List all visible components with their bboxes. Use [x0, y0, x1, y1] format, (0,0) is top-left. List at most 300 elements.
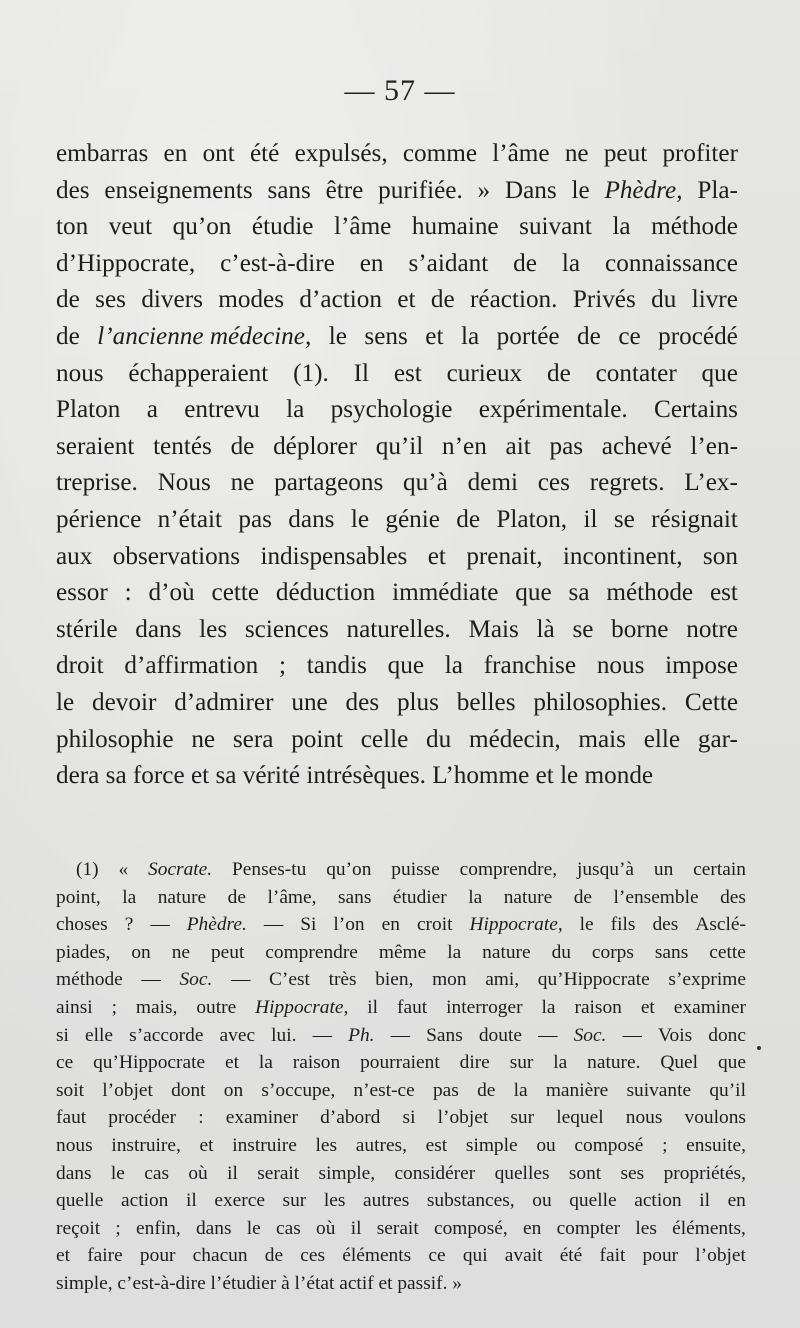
footnote-word: comprendre	[265, 941, 358, 963]
body-word: tentés	[153, 432, 212, 460]
body-word: Certains	[654, 396, 738, 424]
footnote-word: choses	[56, 914, 108, 936]
body-line	[56, 758, 738, 795]
body-word: demi	[467, 469, 518, 497]
body-word: c’est-à-dire	[220, 249, 335, 277]
footnote-word: action	[120, 1190, 169, 1212]
body-word: Mais	[468, 615, 519, 643]
body-word: ne	[230, 469, 255, 497]
footnote-word: sur	[509, 1052, 534, 1074]
body-word: le	[328, 322, 347, 350]
margin-mark	[757, 1046, 761, 1050]
footnote-word: et	[225, 1052, 239, 1074]
body-word: l’en-	[690, 432, 738, 460]
body-line	[56, 722, 738, 759]
body-word: vérité	[242, 762, 307, 790]
body-word: stérile	[56, 615, 118, 643]
footnote-line	[56, 1132, 746, 1160]
body-line	[56, 685, 738, 722]
body-word: le	[571, 176, 590, 204]
body-word: déplorer	[273, 432, 357, 460]
footnote-word: où	[316, 1217, 336, 1239]
body-word: Platon	[56, 396, 121, 424]
body-word: ;	[278, 652, 286, 680]
body-word: sa	[568, 579, 590, 607]
footnote-word: des	[720, 886, 746, 908]
footnote-word: été	[559, 1245, 583, 1267]
body-word: de	[56, 322, 80, 350]
body-word: échapperaient	[128, 359, 269, 387]
footnote-word: C’est	[268, 969, 310, 991]
body-word: sans	[267, 176, 311, 204]
body-word: une	[291, 688, 328, 716]
body-line	[56, 173, 738, 210]
body-word: d’où	[148, 579, 195, 607]
footnote-word: faut	[56, 1107, 87, 1129]
footnote-word: Ph.	[348, 1024, 375, 1046]
body-word: la	[612, 213, 631, 241]
body-word: humaine	[411, 213, 499, 241]
footnote-word: les	[323, 1190, 346, 1212]
footnote-word: instruire	[232, 1134, 297, 1156]
body-word: le	[56, 688, 75, 716]
footnote-word: ;	[115, 1217, 121, 1239]
footnote-word: s’exprime	[668, 969, 746, 991]
body-word: de	[513, 249, 537, 277]
body-word: pas	[549, 432, 584, 460]
body-line	[56, 429, 738, 466]
body-word: veut	[108, 213, 153, 241]
footnote-word: à	[281, 1272, 295, 1294]
footnote-word: puisse	[391, 859, 440, 880]
body-word: ces	[537, 469, 570, 497]
footnote-word: les	[635, 1217, 657, 1239]
body-word: prenait,	[466, 542, 543, 570]
body-word: de	[230, 432, 255, 460]
footnote-word: il	[227, 1162, 238, 1184]
footnote-word: mon	[432, 969, 467, 991]
footnote-word: de	[573, 886, 592, 908]
body-word: résignait	[651, 505, 738, 533]
body-word: de	[456, 505, 481, 533]
footnote-word: ou	[532, 1190, 552, 1212]
footnote-word: étudier	[392, 886, 447, 908]
footnote-word: lui.	[271, 1024, 297, 1046]
body-word: franchise	[483, 652, 577, 680]
footnote-word: la	[258, 1052, 273, 1074]
footnote-word: elle	[85, 1024, 114, 1046]
body-word: pas	[238, 505, 272, 533]
footnote-word: éléments	[342, 1245, 412, 1267]
footnote-word: de	[264, 1245, 284, 1267]
body-word: belles	[456, 688, 516, 716]
body-word: de	[430, 286, 455, 314]
body-word: :	[124, 579, 132, 607]
body-word: devoir	[92, 688, 157, 716]
body-word: que	[515, 579, 552, 607]
footnote-word: qu’on	[326, 859, 372, 880]
footnote-word: où	[188, 1162, 208, 1184]
body-word: médecin,	[469, 725, 561, 753]
footnote	[56, 856, 746, 1298]
footnote-word: propriétés,	[663, 1162, 746, 1184]
footnote-word: chacun	[192, 1245, 248, 1267]
footnote-word: pour	[642, 1245, 679, 1267]
footnote-word: pourraient	[360, 1052, 440, 1074]
footnote-word: ou	[536, 1134, 556, 1156]
footnote-word: examiner	[673, 996, 746, 1018]
body-word: essor	[56, 579, 108, 607]
footnote-word: mais,	[135, 996, 178, 1018]
body-line	[56, 575, 738, 612]
body-word: comme	[402, 140, 477, 167]
footnote-word: (1)	[76, 859, 99, 880]
body-word: monde	[584, 762, 654, 790]
footnote-word: certain	[693, 859, 746, 880]
footnote-word: piades,	[56, 941, 111, 963]
body-word: Nous	[157, 469, 211, 497]
footnote-word: la	[513, 1079, 528, 1101]
body-word: la	[444, 652, 463, 680]
body-word: Privés	[572, 286, 636, 314]
body-word: Pla-	[697, 176, 738, 204]
body-word: être	[325, 176, 364, 204]
footnote-word: —	[230, 969, 251, 991]
body-word: et	[190, 762, 216, 790]
footnote-word: et	[199, 1134, 214, 1156]
body-word: est	[709, 579, 738, 607]
body-line	[56, 136, 738, 173]
footnote-word: ;	[662, 1134, 668, 1156]
body-word: L’homme	[432, 762, 536, 790]
body-word: n’était	[157, 505, 222, 533]
body-word: ce	[618, 322, 641, 350]
body-word: des	[56, 176, 90, 204]
body-word: L’ex-	[684, 469, 738, 497]
footnote-word: de	[227, 886, 246, 908]
footnote-word: —	[538, 1024, 558, 1046]
footnote-word: soit	[56, 1079, 85, 1101]
body-word: il	[583, 505, 598, 533]
footnote-word: action	[634, 1190, 682, 1212]
body-word: en	[163, 140, 188, 167]
body-word: entrevu	[184, 396, 260, 424]
footnote-word: qui	[462, 1245, 488, 1267]
footnote-word: les	[315, 1134, 338, 1156]
footnote-word: l’objet	[695, 1245, 746, 1267]
body-word: »	[477, 176, 491, 204]
body-word: ne	[564, 140, 589, 167]
footnote-word: Hippocrate,	[255, 996, 349, 1018]
footnote-word: quelle	[569, 1190, 617, 1212]
footnote-word: nature	[157, 886, 207, 908]
body-line	[56, 612, 738, 649]
body-word: seraient	[56, 432, 135, 460]
body-word: expérimentale.	[478, 396, 628, 424]
body-word: Dans	[504, 176, 557, 204]
footnote-word: passif.	[397, 1272, 453, 1294]
footnote-word: l’ensemble	[613, 886, 699, 908]
footnote-word: ;	[111, 996, 117, 1018]
body-word: sciences	[244, 615, 329, 643]
footnote-word: point,	[56, 886, 101, 908]
footnote-word: —	[390, 1024, 410, 1046]
footnote-word: il	[185, 1190, 197, 1212]
footnote-word: fils	[610, 914, 636, 936]
footnote-word: qu’il	[709, 1079, 746, 1101]
footnote-line	[56, 1022, 746, 1050]
body-word: force	[132, 762, 191, 790]
footnote-word: cas	[276, 1217, 301, 1239]
footnote-word: ne	[171, 941, 190, 963]
body-word: purifiée.	[378, 176, 463, 204]
body-word: notre	[686, 615, 738, 643]
footnote-word: Quel	[660, 1052, 699, 1074]
footnote-word: la	[122, 886, 137, 908]
footnote-word: sur	[282, 1190, 307, 1212]
body-word: impose	[665, 652, 738, 680]
body-word: son	[702, 542, 738, 570]
footnote-word: des	[652, 914, 679, 936]
body-word: embarras	[56, 140, 149, 167]
body-word: nous	[56, 359, 104, 387]
footnote-word: outre	[196, 996, 237, 1018]
footnote-word: Si	[300, 914, 317, 936]
body-word: et	[425, 322, 444, 350]
body-word: d’affirmation	[124, 652, 259, 680]
footnote-word: dans	[56, 1162, 92, 1184]
body-word: le	[560, 762, 585, 790]
footnote-word: ce	[428, 1245, 446, 1267]
footnote-line	[56, 1077, 746, 1105]
footnote-word: il	[367, 996, 379, 1018]
body-word: ont	[202, 140, 235, 167]
body-word: méthode	[606, 579, 694, 607]
footnote-word: Socrate.	[148, 859, 213, 880]
body-word: que	[701, 359, 738, 387]
body-word: l’ancienne médecine,	[97, 322, 312, 350]
footnote-word: l’étudier	[210, 1272, 282, 1294]
body-word: Phèdre,	[604, 176, 683, 204]
footnote-word: —	[312, 1024, 332, 1046]
body-line	[56, 502, 738, 539]
footnote-word: la	[541, 996, 556, 1018]
footnote-line	[56, 1104, 746, 1132]
body-word: mais	[578, 725, 626, 753]
body-word: ses	[95, 286, 126, 314]
body-word: dera	[56, 762, 106, 790]
footnote-word: n’est-ce	[353, 1079, 415, 1101]
footnote-line	[56, 1242, 746, 1270]
body-word: que	[387, 652, 425, 680]
footnote-word: Soc.	[573, 1024, 607, 1046]
body-word: suivant	[519, 213, 592, 241]
body-word: d’action	[299, 286, 382, 314]
footnote-word: sur	[510, 1107, 535, 1129]
footnote-word: dans	[195, 1217, 232, 1239]
body-word: Cette	[684, 688, 738, 716]
footnote-word: considérer	[394, 1162, 476, 1184]
footnote-word: la	[468, 886, 483, 908]
footnote-word: manière	[545, 1079, 609, 1101]
body-line	[56, 319, 738, 356]
footnote-word: ainsi	[56, 996, 93, 1018]
footnote-word: avec	[219, 1024, 256, 1046]
footnote-word: pas	[432, 1079, 459, 1101]
footnote-word: le	[110, 1162, 125, 1184]
body-word: achevé	[601, 432, 672, 460]
body-word: les	[199, 615, 228, 643]
body-word: regrets.	[589, 469, 665, 497]
body-word: incontinent,	[562, 542, 683, 570]
footnote-line	[56, 994, 746, 1022]
footnote-word: la	[447, 941, 462, 963]
footnote-word: le	[579, 914, 594, 936]
body-word: ne	[191, 725, 216, 753]
footnote-word: Phèdre.	[186, 914, 247, 936]
footnote-word: est	[425, 1134, 448, 1156]
footnote-word: suivante	[626, 1079, 692, 1101]
footnote-word: serait	[257, 1162, 300, 1184]
footnote-word: du	[551, 941, 571, 963]
footnote-line	[56, 966, 746, 994]
footnote-word: la	[553, 1052, 568, 1074]
body-word: procédé	[658, 322, 738, 350]
body-word: périence	[56, 505, 142, 533]
body-line	[56, 356, 738, 393]
body-word: été	[249, 140, 280, 167]
body-word: le	[350, 505, 370, 533]
footnote-word: ?	[124, 914, 134, 936]
footnote-word: en	[381, 914, 400, 936]
body-line	[56, 246, 738, 283]
body-word: étudie	[251, 213, 314, 241]
body-word: gar-	[697, 725, 738, 753]
footnote-word: sans	[337, 886, 372, 908]
body-word: (1).	[293, 359, 329, 387]
footnote-word: reçoit	[56, 1217, 101, 1239]
footnote-word: peut	[210, 941, 245, 963]
footnote-word: Sans	[426, 1024, 463, 1046]
body-word: des	[345, 688, 380, 716]
footnote-line	[56, 1270, 746, 1298]
body-word: cette	[211, 579, 260, 607]
body-line	[56, 648, 738, 685]
body-word: psychologie	[330, 396, 453, 424]
footnote-word: Penses-tu	[232, 859, 307, 880]
footnote-word: actif	[339, 1272, 379, 1294]
body-word: peut	[603, 140, 648, 167]
body-word: enseignements	[104, 176, 253, 204]
footnote-word: simple,	[56, 1272, 118, 1294]
footnote-word: voulons	[684, 1107, 746, 1129]
footnote-word: lequel	[556, 1107, 604, 1129]
footnote-word: faut	[397, 996, 428, 1018]
body-word: celle	[360, 725, 409, 753]
footnote-word: même	[378, 941, 427, 963]
body-word: elle	[643, 725, 681, 753]
footnote-word: nature.	[587, 1052, 641, 1074]
footnote-line	[56, 1215, 746, 1243]
footnote-word: enfin,	[136, 1217, 181, 1239]
footnote-word: autres	[362, 1190, 410, 1212]
body-word: qu’on	[172, 213, 232, 241]
body-line	[56, 465, 738, 502]
footnote-word: serait	[376, 1217, 419, 1239]
footnote-word: composé,	[433, 1217, 508, 1239]
footnote-word: dire	[459, 1052, 490, 1074]
body-word: partageons	[274, 469, 384, 497]
body-word: en	[359, 249, 384, 277]
footnote-word: avait	[504, 1245, 543, 1267]
footnote-word: éléments,	[672, 1217, 746, 1239]
footnote-word: dont	[171, 1079, 206, 1101]
body-word: tandis	[306, 652, 367, 680]
footnote-word: en	[727, 1190, 746, 1212]
body-word: sa	[105, 762, 133, 790]
body-line	[56, 282, 738, 319]
footnote-word: on	[223, 1079, 244, 1101]
footnote-word: cas	[144, 1162, 169, 1184]
body-word: et	[427, 542, 446, 570]
body-word: d’admirer	[174, 688, 274, 716]
body-word: aux	[56, 542, 93, 570]
footnote-word: —	[150, 914, 170, 936]
body-word: nous	[596, 652, 645, 680]
footnote-word: corps	[591, 941, 634, 963]
body-word: point	[291, 725, 343, 753]
footnote-word: un	[653, 859, 674, 880]
body-text	[56, 136, 738, 795]
body-word: intrésèques.	[306, 762, 433, 790]
footnote-word: il	[350, 1217, 362, 1239]
footnote-word: ce	[56, 1052, 74, 1074]
footnote-word: :	[198, 1107, 204, 1129]
footnote-word: —	[263, 914, 284, 936]
footnote-word: quelles	[494, 1162, 550, 1184]
body-word: là	[536, 615, 555, 643]
footnote-word: Vois	[658, 1024, 693, 1046]
footnote-word: que	[717, 1052, 746, 1074]
footnote-word: de	[477, 1079, 496, 1101]
body-word: de	[56, 286, 80, 314]
footnote-word: simple,	[318, 1162, 376, 1184]
footnote-line	[56, 1187, 746, 1215]
body-word: qu’il	[375, 432, 424, 460]
body-word: l’âme	[492, 140, 550, 167]
body-word: se	[572, 615, 594, 643]
footnote-word: raison	[292, 1052, 341, 1074]
footnote-word: —	[141, 969, 161, 991]
body-word: Platon,	[496, 505, 568, 533]
footnote-word: —	[622, 1024, 642, 1046]
body-word: et	[397, 286, 416, 314]
body-word: observations	[112, 542, 241, 570]
footnote-word: substances,	[426, 1190, 515, 1212]
footnote-word: »	[452, 1272, 462, 1294]
footnote-word: jusqu’à	[576, 859, 635, 880]
body-line	[56, 539, 738, 576]
footnote-word: ces	[300, 1245, 326, 1267]
body-word: sa	[215, 762, 243, 790]
body-word: sera	[232, 725, 274, 753]
footnote-word: donc	[708, 1024, 746, 1046]
footnote-word: d’abord	[320, 1107, 381, 1129]
footnote-word: examiner	[225, 1107, 298, 1129]
footnote-word: et	[378, 1272, 398, 1294]
footnote-word: s’accorde	[129, 1024, 204, 1046]
footnote-word: l’âme,	[267, 886, 317, 908]
